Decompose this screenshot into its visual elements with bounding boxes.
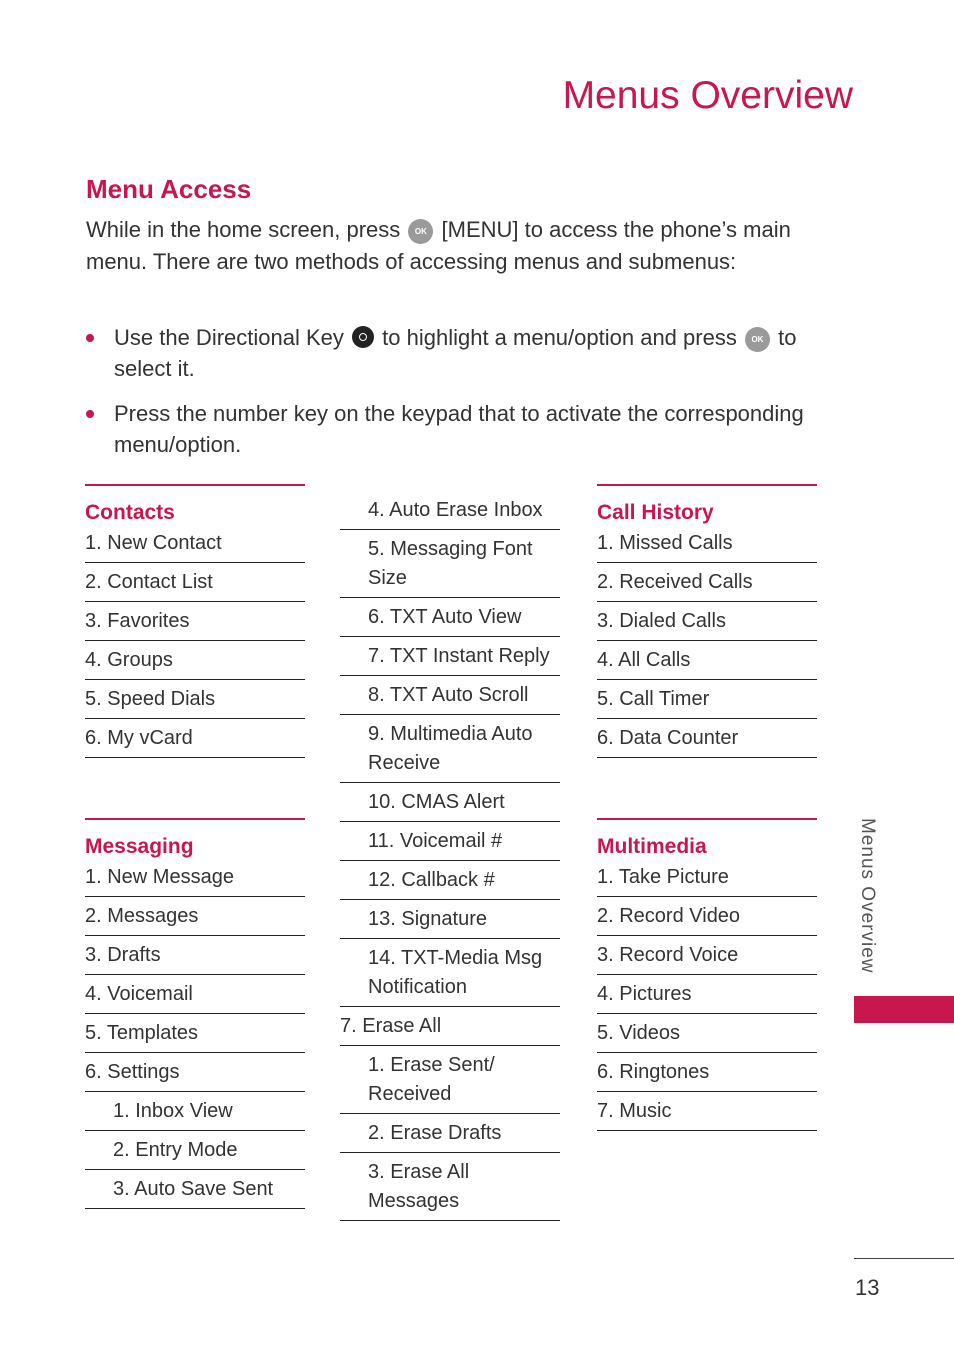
messaging-heading: Messaging [85, 835, 194, 858]
bullet-dot [86, 334, 94, 342]
multimedia-heading: Multimedia [597, 835, 707, 858]
list-item: 5. Videos [597, 1014, 817, 1053]
footer-divider [854, 1258, 954, 1259]
page-number: 13 [855, 1275, 880, 1300]
page-title: Menus Overview [562, 74, 853, 117]
list-item: 3. Dialed Calls [597, 602, 817, 641]
list-item: 3. Favorites [85, 602, 305, 641]
list-item: 4. Groups [85, 641, 305, 680]
side-section-label: Menus Overview [857, 818, 878, 974]
list-item: 5. Speed Dials [85, 680, 305, 719]
list-item: 1. Missed Calls [597, 524, 817, 563]
list-item: 4. Pictures [597, 975, 817, 1014]
sub-list-item: 4. Auto Erase Inbox [340, 491, 560, 530]
messaging-settings-continued [340, 491, 560, 1221]
sub-list-item: 3. Erase All Messages [340, 1153, 560, 1221]
list-item: 7. Music [597, 1092, 817, 1131]
list-item: 1. New Contact [85, 524, 305, 563]
list-item: 3. Drafts [85, 936, 305, 975]
call-history-menu [597, 484, 817, 758]
sub-list-item: 5. Messaging Font Size [340, 530, 560, 598]
bullet1-text-3: to select it. [114, 325, 797, 381]
list-item: 2. Messages [85, 897, 305, 936]
bullet1-text-1: Use the Directional Key [114, 325, 344, 350]
intro-text-2: [MENU] to access the phone’s main menu. There are two methods of accessing menus and submenus: [86, 217, 791, 274]
ok-key-icon: OK [745, 327, 770, 352]
sub-list-item: 10. CMAS Alert [340, 783, 560, 822]
messaging-menu [85, 818, 305, 1209]
list-item: 2. Record Video [597, 897, 817, 936]
intro-text-1: While in the home screen, press [86, 217, 401, 242]
list-item: 1. Take Picture [597, 858, 817, 897]
sub-list-item: 12. Callback # [340, 861, 560, 900]
ok-key-icon: OK [408, 219, 433, 244]
multimedia-menu [597, 818, 817, 1131]
bullet1-text-2: to highlight a menu/option and press [382, 325, 737, 350]
sub-list-item: 6. TXT Auto View [340, 598, 560, 637]
sub-list-item: 2. Entry Mode [85, 1131, 305, 1170]
directional-key-icon [352, 326, 374, 348]
sub-list-item: 8. TXT Auto Scroll [340, 676, 560, 715]
list-item: 4. All Calls [597, 641, 817, 680]
sub-list-item: 11. Voicemail # [340, 822, 560, 861]
sub-list-item: 2. Erase Drafts [340, 1114, 560, 1153]
list-item: 2. Contact List [85, 563, 305, 602]
list-item: 4. Voicemail [85, 975, 305, 1014]
sub-list-item: 1. Inbox View [85, 1092, 305, 1131]
bullet-number-key [86, 398, 806, 460]
contacts-heading: Contacts [85, 501, 175, 524]
bullet2-text: Press the number key on the keypad that to activate the corresponding menu/option. [114, 401, 804, 457]
menu-access-heading: Menu Access [86, 174, 252, 204]
list-item: 5. Call Timer [597, 680, 817, 719]
list-item: 6. My vCard [85, 719, 305, 758]
bullet-directional [86, 322, 806, 384]
list-item: 2. Received Calls [597, 563, 817, 602]
sub-list-item: 3. Auto Save Sent [85, 1170, 305, 1209]
call-history-heading: Call History [597, 501, 714, 524]
contacts-menu [85, 484, 305, 758]
list-item: 3. Record Voice [597, 936, 817, 975]
side-section-tab [854, 996, 954, 1023]
sub-list-item: 13. Signature [340, 900, 560, 939]
intro-paragraph [86, 214, 806, 277]
bullet-dot [86, 410, 94, 418]
list-item: 6. Settings [85, 1053, 305, 1092]
list-item: 6. Data Counter [597, 719, 817, 758]
sub-list-item: 9. Multimedia Auto Receive [340, 715, 560, 783]
sub-list-item: 14. TXT-Media Msg Notification [340, 939, 560, 1007]
list-item: 1. New Message [85, 858, 305, 897]
list-item: 6. Ringtones [597, 1053, 817, 1092]
sub-list-item: 1. Erase Sent/ Received [340, 1046, 560, 1114]
list-item: 5. Templates [85, 1014, 305, 1053]
list-item: 7. Erase All [340, 1007, 560, 1046]
sub-list-item: 7. TXT Instant Reply [340, 637, 560, 676]
